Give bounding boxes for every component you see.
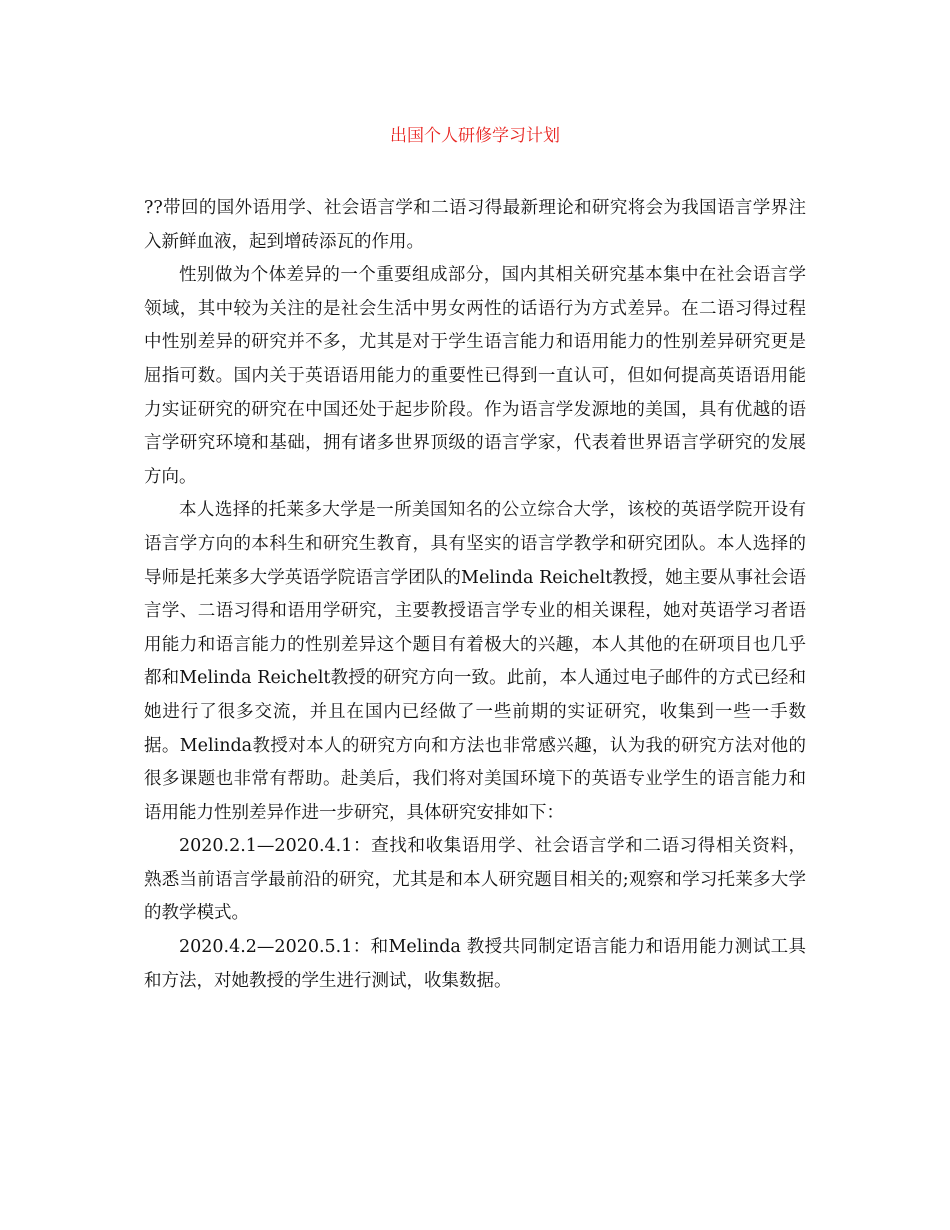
paragraph-5: 2020.4.2—2020.5.1：和Melinda 教授共同制定语言能力和语用能力测试工具和方法，对她教授的学生进行测试，收集数据。 (144, 937, 806, 991)
document-body (144, 192, 806, 998)
paragraph-4: 2020.2.1—2020.4.1：查找和收集语用学、社会语言学和二语习得相关资料，熟悉当前语言学最前沿的研究，尤其是和本人研究题目相关的;观察和学习托莱多大学的教学模式。 (144, 836, 806, 924)
paragraph-2: 性别做为个体差异的一个重要组成部分，国内其相关研究基本集中在社会语言学领域，其中较为关注的是社会生活中男女两性的话语行为方式差异。在二语习得过程中性别差异的研究并不多，尤其是对于学生语言能力和语用能力的性别差异研究更是屈指可数。国内关于英语语用能力的重要性已得到一直认可，但如何提高英语语用能力实证研究的研究在中国还处于起步阶段。作为语言学发源地的美国，具有优越的语言学研究环境和基础，拥有诸多世界顶级的语言学家，代表着世界语言学研究的发展方向。 (144, 265, 806, 487)
document-title: 出国个人研修学习计划 (390, 126, 560, 146)
paragraph-3: 本人选择的托莱多大学是一所美国知名的公立综合大学，该校的英语学院开设有语言学方向的本科生和研究生教育，具有坚实的语言学教学和研究团队。本人选择的导师是托莱多大学英语学院语言学团队的Melinda Reichelt教授，她主要从事社会语言学、二语习得和语用学研究，主要教授语言学专业的相关课程，她对英语学习者语用能力和语言能力的性别差异这个题目有着极大的兴趣，本人其他的在研项目也几乎都和Melinda Reichelt教授的研究方向一致。此前，本人通过电子邮件的方式已经和她进行了很多交流，并且在国内已经做了一些前期的实证研究，收集到一些一手数据。Melinda教授对本人的研究方向和方法也非常感兴趣，认为我的研究方法对他的很多课题也非常有帮助。赴美后，我们将对美国环境下的英语专业学生的语言能力和语用能力性别差异作进一步研究，具体研究安排如下： (144, 500, 806, 823)
paragraph-1: ??带回的国外语用学、社会语言学和二语习得最新理论和研究将会为我国语言学界注入新鲜血液，起到增砖添瓦的作用。 (144, 198, 806, 252)
